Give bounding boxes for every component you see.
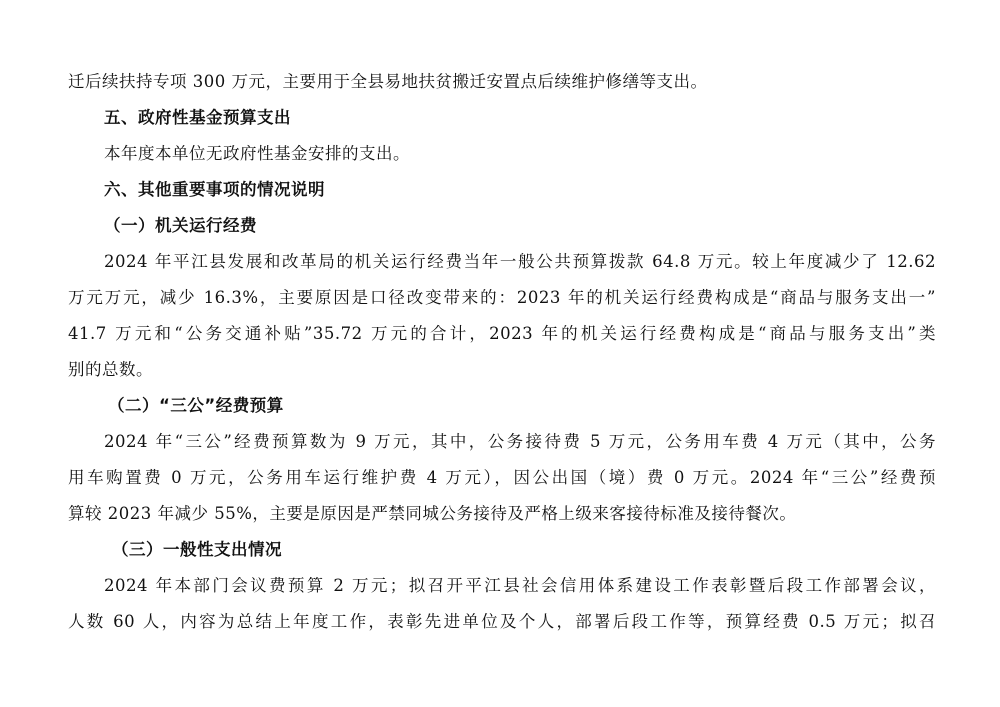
subsection-heading-operating-expenses: （一）机关运行经费 [104, 216, 257, 235]
paragraph-line: 别的总数。 [68, 360, 153, 379]
paragraph-line: 2024 年本部门会议费预算 2 万元；拟召开平江县社会信用体系建设工作表彰暨后段工作部署会议， [104, 576, 936, 595]
paragraph-line: 算较 2023 年减少 55%，主要是原因是严禁同城公务接待及严格上级来客接待标准及接待餐次。 [68, 504, 797, 523]
paragraph-line: 万元万元，减少 16.3%，主要原因是口径改变带来的：2023 年的机关运行经费构成是“商品与服务支出一” [68, 288, 936, 307]
paragraph-line: 本年度本单位无政府性基金安排的支出。 [104, 144, 410, 163]
section-heading-government-fund: 五、政府性基金预算支出 [104, 108, 291, 127]
paragraph-line: 用车购置费 0 万元，公务用车运行维护费 4 万元），因公出国（境）费 0 万元。2024 年“三公”经费预 [68, 468, 936, 487]
paragraph-line: 2024 年“三公”经费预算数为 9 万元，其中，公务接待费 5 万元，公务用车费 4 万元（其中，公务 [104, 432, 936, 451]
section-heading-other-matters: 六、其他重要事项的情况说明 [104, 180, 325, 199]
paragraph-line: 2024 年平江县发展和改革局的机关运行经费当年一般公共预算拨款 64.8 万元。较上年度减少了 12.62 [104, 252, 936, 271]
paragraph-line: 人数 60 人，内容为总结上年度工作，表彰先进单位及个人，部署后段工作等，预算经费 0.5 万元；拟召 [68, 612, 936, 631]
paragraph-line: 迁后续扶持专项 300 万元，主要用于全县易地扶贫搬迁安置点后续维护修缮等支出。 [68, 72, 708, 91]
subsection-heading-three-public: （二）“三公”经费预算 [108, 396, 284, 415]
paragraph-line: 41.7 万元和“公务交通补贴”35.72 万元的合计，2023 年的机关运行经费构成是“商品与服务支出”类 [68, 324, 936, 343]
subsection-heading-general-expenses: （三）一般性支出情况 [112, 540, 282, 559]
